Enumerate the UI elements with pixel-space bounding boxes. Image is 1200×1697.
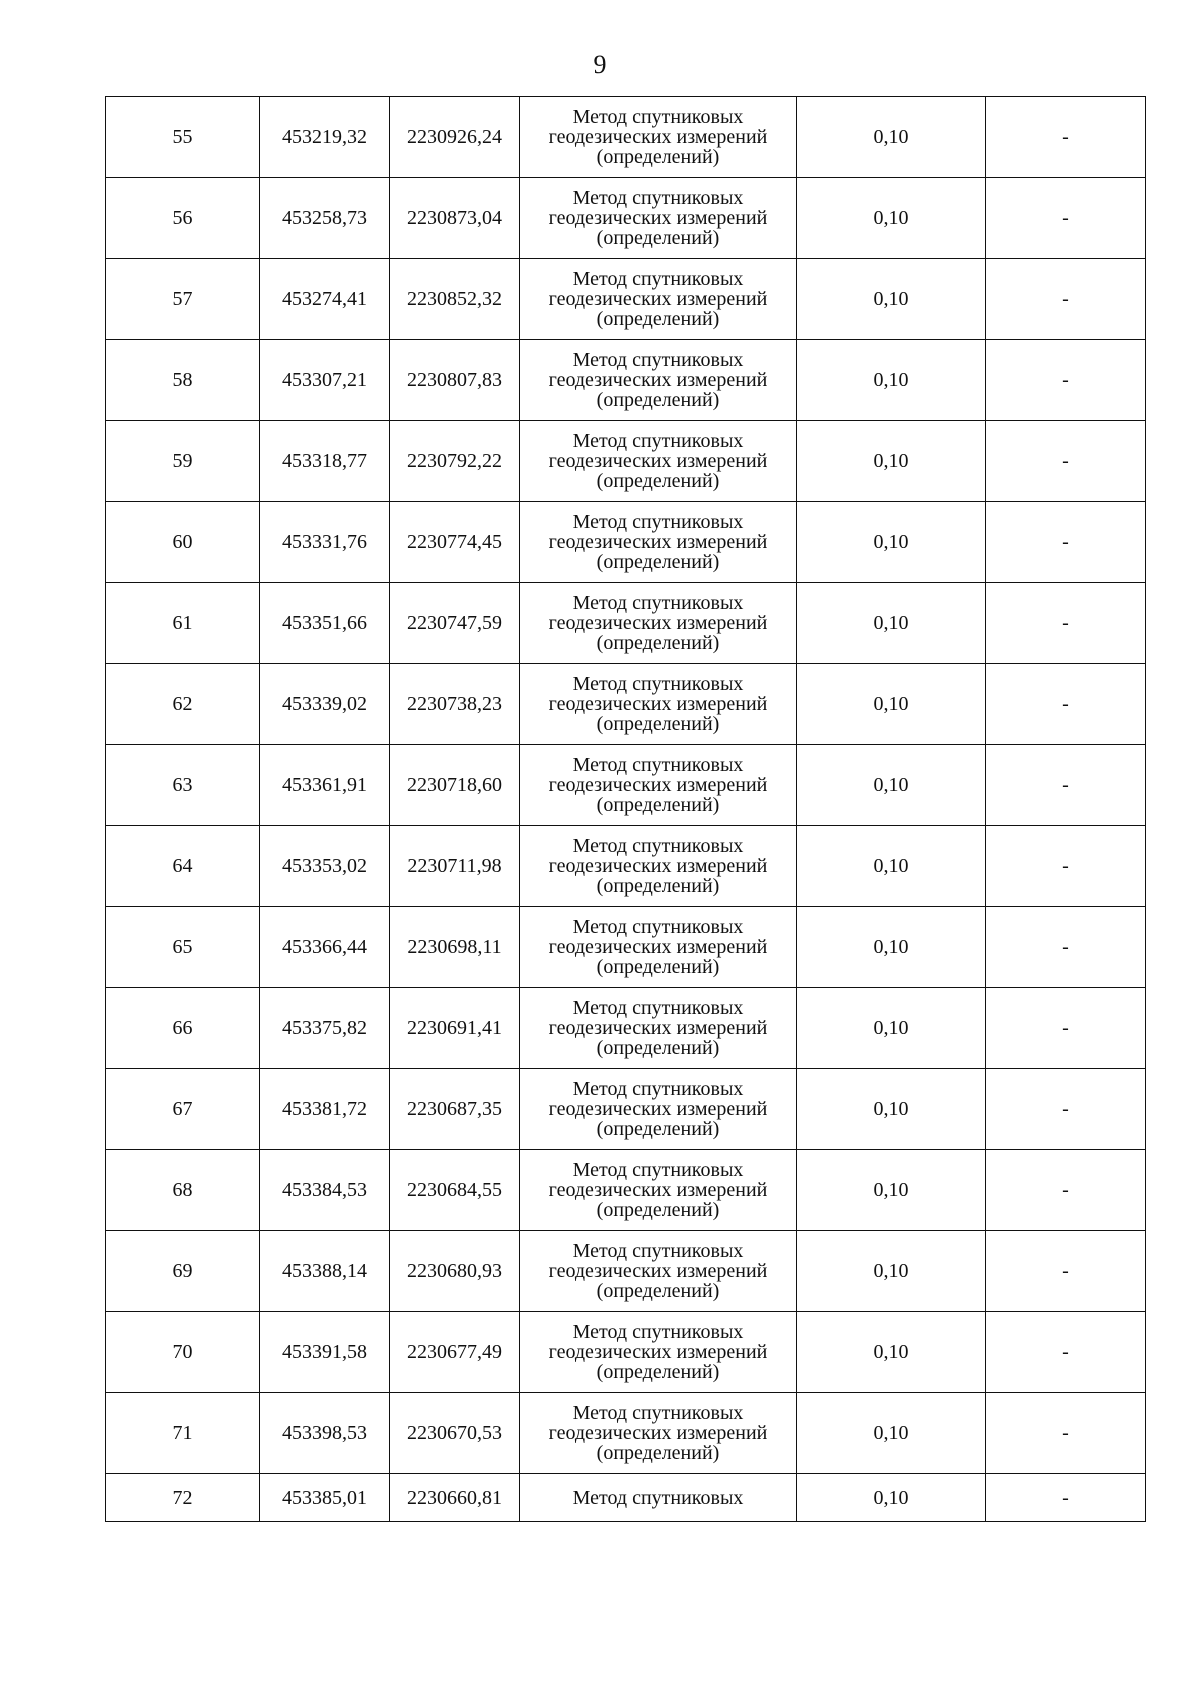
method-line: (определений) bbox=[596, 389, 720, 411]
method-cell bbox=[520, 826, 797, 907]
accuracy-cell: 0,10 bbox=[797, 259, 986, 340]
method-line: (определений) bbox=[596, 146, 720, 168]
point-number-cell: 61 bbox=[106, 583, 260, 664]
coordinate-y-cell: 2230807,83 bbox=[390, 340, 520, 421]
table-row bbox=[106, 826, 1146, 907]
method-line: Метод спутниковых bbox=[572, 916, 744, 938]
coordinate-x-cell: 453307,21 bbox=[260, 340, 390, 421]
coordinate-x-cell: 453366,44 bbox=[260, 907, 390, 988]
method-line: (определений) bbox=[596, 956, 720, 978]
method-line: геодезических измерений bbox=[548, 612, 768, 634]
method-line: Метод спутниковых bbox=[572, 268, 744, 290]
coordinate-x-cell: 453351,66 bbox=[260, 583, 390, 664]
table-row bbox=[106, 1069, 1146, 1150]
point-number-cell: 62 bbox=[106, 664, 260, 745]
accuracy-cell: 0,10 bbox=[797, 988, 986, 1069]
description-cell: - bbox=[986, 988, 1146, 1069]
description-cell: - bbox=[986, 1069, 1146, 1150]
method-line: (определений) bbox=[596, 1280, 720, 1302]
point-number-cell: 72 bbox=[106, 1474, 260, 1522]
coordinate-x-cell: 453258,73 bbox=[260, 178, 390, 259]
accuracy-cell: 0,10 bbox=[797, 1150, 986, 1231]
description-cell: - bbox=[986, 97, 1146, 178]
coordinate-x-cell: 453353,02 bbox=[260, 826, 390, 907]
table-row bbox=[106, 421, 1146, 502]
method-line: геодезических измерений bbox=[548, 855, 768, 877]
method-line: геодезических измерений bbox=[548, 693, 768, 715]
method-line: Метод спутниковых bbox=[572, 835, 744, 857]
method-line: Метод спутниковых bbox=[572, 1159, 744, 1181]
method-line: (определений) bbox=[596, 1118, 720, 1140]
point-number-cell: 65 bbox=[106, 907, 260, 988]
table-row bbox=[106, 745, 1146, 826]
method-cell bbox=[520, 583, 797, 664]
point-number-cell: 59 bbox=[106, 421, 260, 502]
accuracy-cell: 0,10 bbox=[797, 583, 986, 664]
description-cell: - bbox=[986, 907, 1146, 988]
description-cell: - bbox=[986, 421, 1146, 502]
method-line: геодезических измерений bbox=[548, 936, 768, 958]
method-line: Метод спутниковых bbox=[572, 997, 744, 1019]
accuracy-cell: 0,10 bbox=[797, 1312, 986, 1393]
coordinate-y-cell: 2230738,23 bbox=[390, 664, 520, 745]
method-line: Метод спутниковых bbox=[572, 430, 744, 452]
method-line: геодезических измерений bbox=[548, 207, 768, 229]
method-line: (определений) bbox=[596, 227, 720, 249]
point-number-cell: 58 bbox=[106, 340, 260, 421]
coordinate-y-cell: 2230677,49 bbox=[390, 1312, 520, 1393]
table-row bbox=[106, 502, 1146, 583]
method-line: Метод спутниковых bbox=[572, 754, 744, 776]
method-line: геодезических измерений bbox=[548, 288, 768, 310]
method-line: (определений) bbox=[596, 1037, 720, 1059]
method-line: Метод спутниковых bbox=[572, 1402, 744, 1424]
method-line: геодезических измерений bbox=[548, 774, 768, 796]
method-cell bbox=[520, 1069, 797, 1150]
method-line: (определений) bbox=[596, 1199, 720, 1221]
table-row bbox=[106, 988, 1146, 1069]
table-row bbox=[106, 340, 1146, 421]
method-line: (определений) bbox=[596, 632, 720, 654]
method-line: (определений) bbox=[596, 794, 720, 816]
method-line: Метод спутниковых bbox=[572, 1321, 744, 1343]
method-cell bbox=[520, 1312, 797, 1393]
method-line: (определений) bbox=[596, 470, 720, 492]
table-row bbox=[106, 1393, 1146, 1474]
coordinate-x-cell: 453398,53 bbox=[260, 1393, 390, 1474]
page-number: 9 bbox=[593, 50, 607, 79]
coordinate-x-cell: 453381,72 bbox=[260, 1069, 390, 1150]
method-cell bbox=[520, 421, 797, 502]
point-number-cell: 66 bbox=[106, 988, 260, 1069]
description-cell: - bbox=[986, 502, 1146, 583]
method-line: геодезических измерений bbox=[548, 1017, 768, 1039]
method-line: геодезических измерений bbox=[548, 126, 768, 148]
method-cell bbox=[520, 664, 797, 745]
method-line: (определений) bbox=[596, 1361, 720, 1383]
method-line: Метод спутниковых bbox=[572, 1486, 744, 1509]
table-row bbox=[106, 907, 1146, 988]
method-cell bbox=[520, 502, 797, 583]
coordinate-y-cell: 2230698,11 bbox=[390, 907, 520, 988]
description-cell: - bbox=[986, 1150, 1146, 1231]
method-cell bbox=[520, 97, 797, 178]
coordinate-y-cell: 2230670,53 bbox=[390, 1393, 520, 1474]
table-row bbox=[106, 97, 1146, 178]
coordinates-table-body bbox=[106, 97, 1146, 1522]
point-number-cell: 57 bbox=[106, 259, 260, 340]
table-row bbox=[106, 178, 1146, 259]
coordinate-x-cell: 453331,76 bbox=[260, 502, 390, 583]
table-row bbox=[106, 1312, 1146, 1393]
method-cell bbox=[520, 1474, 797, 1522]
method-cell bbox=[520, 988, 797, 1069]
method-line: (определений) bbox=[596, 551, 720, 573]
point-number-cell: 68 bbox=[106, 1150, 260, 1231]
point-number-cell: 71 bbox=[106, 1393, 260, 1474]
point-number-cell: 69 bbox=[106, 1231, 260, 1312]
method-line: геодезических измерений bbox=[548, 369, 768, 391]
accuracy-cell: 0,10 bbox=[797, 1231, 986, 1312]
coordinate-x-cell: 453385,01 bbox=[260, 1474, 390, 1522]
description-cell: - bbox=[986, 259, 1146, 340]
table-row bbox=[106, 259, 1146, 340]
method-line: (определений) bbox=[596, 875, 720, 897]
coordinate-x-cell: 453361,91 bbox=[260, 745, 390, 826]
method-line: геодезических измерений bbox=[548, 1098, 768, 1120]
description-cell: - bbox=[986, 340, 1146, 421]
method-line: Метод спутниковых bbox=[572, 673, 744, 695]
method-line: геодезических измерений bbox=[548, 531, 768, 553]
method-cell bbox=[520, 907, 797, 988]
method-line: Метод спутниковых bbox=[572, 187, 744, 209]
accuracy-cell: 0,10 bbox=[797, 178, 986, 259]
method-line: геодезических измерений bbox=[548, 1260, 768, 1282]
method-line: геодезических измерений bbox=[548, 1422, 768, 1444]
coordinate-y-cell: 2230792,22 bbox=[390, 421, 520, 502]
table-row bbox=[106, 1474, 1146, 1522]
accuracy-cell: 0,10 bbox=[797, 340, 986, 421]
coordinate-y-cell: 2230691,41 bbox=[390, 988, 520, 1069]
description-cell: - bbox=[986, 583, 1146, 664]
method-line: (определений) bbox=[596, 308, 720, 330]
coordinate-y-cell: 2230660,81 bbox=[390, 1474, 520, 1522]
method-line: (определений) bbox=[596, 1442, 720, 1464]
coordinate-y-cell: 2230747,59 bbox=[390, 583, 520, 664]
coordinate-y-cell: 2230852,32 bbox=[390, 259, 520, 340]
method-line: Метод спутниковых bbox=[572, 592, 744, 614]
point-number-cell: 64 bbox=[106, 826, 260, 907]
description-cell: - bbox=[986, 1474, 1146, 1522]
point-number-cell: 60 bbox=[106, 502, 260, 583]
description-cell: - bbox=[986, 745, 1146, 826]
accuracy-cell: 0,10 bbox=[797, 745, 986, 826]
method-line: Метод спутниковых bbox=[572, 349, 744, 371]
method-line: Метод спутниковых bbox=[572, 106, 744, 128]
coordinate-y-cell: 2230680,93 bbox=[390, 1231, 520, 1312]
method-cell bbox=[520, 259, 797, 340]
accuracy-cell: 0,10 bbox=[797, 421, 986, 502]
accuracy-cell: 0,10 bbox=[797, 907, 986, 988]
coordinate-y-cell: 2230926,24 bbox=[390, 97, 520, 178]
table-row bbox=[106, 664, 1146, 745]
accuracy-cell: 0,10 bbox=[797, 1393, 986, 1474]
coordinate-y-cell: 2230687,35 bbox=[390, 1069, 520, 1150]
method-line: геодезических измерений bbox=[548, 1179, 768, 1201]
coordinate-x-cell: 453274,41 bbox=[260, 259, 390, 340]
method-cell bbox=[520, 1150, 797, 1231]
coordinate-x-cell: 453339,02 bbox=[260, 664, 390, 745]
description-cell: - bbox=[986, 178, 1146, 259]
coordinate-x-cell: 453391,58 bbox=[260, 1312, 390, 1393]
description-cell: - bbox=[986, 826, 1146, 907]
method-line: Метод спутниковых bbox=[572, 1240, 744, 1262]
coordinate-x-cell: 453388,14 bbox=[260, 1231, 390, 1312]
coordinate-y-cell: 2230711,98 bbox=[390, 826, 520, 907]
description-cell: - bbox=[986, 1231, 1146, 1312]
coordinate-y-cell: 2230873,04 bbox=[390, 178, 520, 259]
description-cell: - bbox=[986, 1312, 1146, 1393]
point-number-cell: 67 bbox=[106, 1069, 260, 1150]
coordinate-x-cell: 453219,32 bbox=[260, 97, 390, 178]
coordinates-table bbox=[105, 96, 1146, 1522]
accuracy-cell: 0,10 bbox=[797, 826, 986, 907]
description-cell: - bbox=[986, 664, 1146, 745]
method-line: геодезических измерений bbox=[548, 1341, 768, 1363]
coordinate-x-cell: 453375,82 bbox=[260, 988, 390, 1069]
method-cell bbox=[520, 745, 797, 826]
description-cell: - bbox=[986, 1393, 1146, 1474]
method-cell bbox=[520, 1231, 797, 1312]
coordinate-x-cell: 453384,53 bbox=[260, 1150, 390, 1231]
accuracy-cell: 0,10 bbox=[797, 97, 986, 178]
coordinate-x-cell: 453318,77 bbox=[260, 421, 390, 502]
accuracy-cell: 0,10 bbox=[797, 664, 986, 745]
table-row bbox=[106, 1231, 1146, 1312]
point-number-cell: 70 bbox=[106, 1312, 260, 1393]
method-line: Метод спутниковых bbox=[572, 1078, 744, 1100]
accuracy-cell: 0,10 bbox=[797, 1069, 986, 1150]
coordinate-y-cell: 2230718,60 bbox=[390, 745, 520, 826]
method-cell bbox=[520, 1393, 797, 1474]
table-row bbox=[106, 583, 1146, 664]
coordinate-y-cell: 2230774,45 bbox=[390, 502, 520, 583]
point-number-cell: 55 bbox=[106, 97, 260, 178]
method-cell bbox=[520, 178, 797, 259]
method-cell bbox=[520, 340, 797, 421]
accuracy-cell: 0,10 bbox=[797, 1474, 986, 1522]
point-number-cell: 63 bbox=[106, 745, 260, 826]
accuracy-cell: 0,10 bbox=[797, 502, 986, 583]
method-line: Метод спутниковых bbox=[572, 511, 744, 533]
point-number-cell: 56 bbox=[106, 178, 260, 259]
method-line: геодезических измерений bbox=[548, 450, 768, 472]
method-line: (определений) bbox=[596, 713, 720, 735]
coordinate-y-cell: 2230684,55 bbox=[390, 1150, 520, 1231]
table-row bbox=[106, 1150, 1146, 1231]
